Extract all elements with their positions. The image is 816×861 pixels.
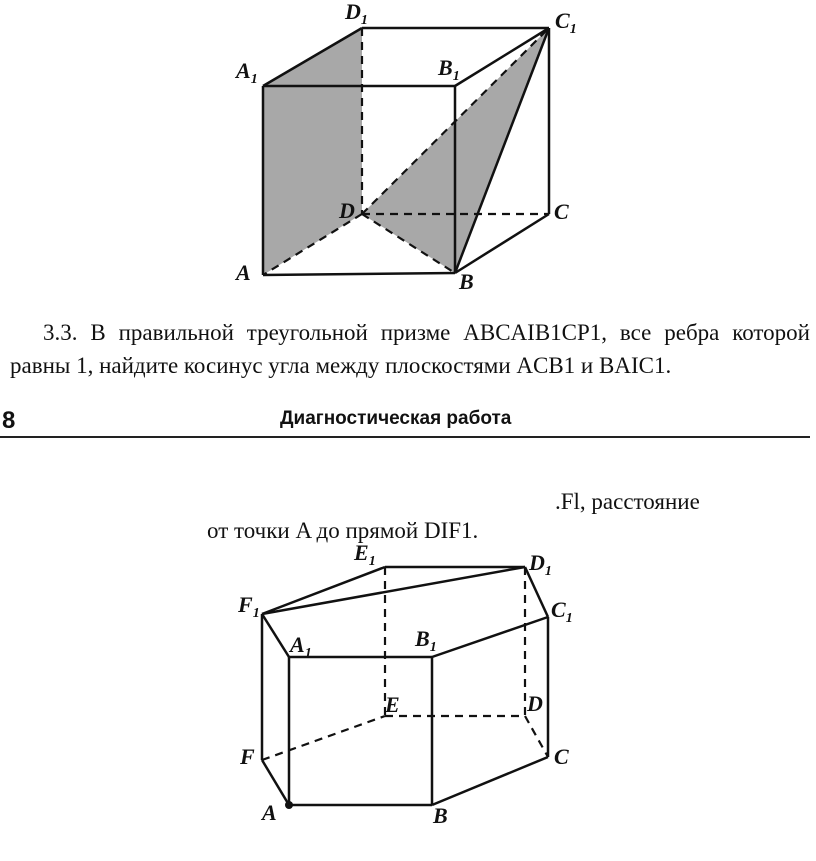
problem-text: 3.3. В правильной треугольной призме ABCAIB1CP1, все ребра которой равны 1, найдите косинус угла между плоскостями ACB1 и BAIC1.: [10, 320, 810, 378]
vertex-d1-label: $D_1$: [345, 0, 368, 28]
vertex-b1-label-bottom: $B_1$: [415, 626, 437, 655]
vertex-b1-label: $B_1$: [438, 55, 460, 84]
vertex-a1-label-bottom: $A_1$: [290, 632, 312, 661]
vertex-c-label: C: [554, 199, 569, 224]
vertex-d1-label-bottom: $D_1$: [529, 550, 552, 579]
vertex-f-label-bottom: F: [240, 744, 255, 769]
continuation-text-line-2: от точки A до прямой DIF1.: [207, 518, 479, 543]
vertex-e1-label-bottom: $E_1$: [354, 540, 376, 569]
vertex-a-label: A: [236, 260, 251, 285]
running-header-title: Диагностическая работа: [280, 408, 512, 429]
vertex-c1-label: $C_1$: [555, 8, 577, 37]
point-a-marker: [285, 801, 293, 809]
vertex-b-label: B: [459, 269, 474, 294]
vertex-c1-label-bottom: $C_1$: [551, 597, 573, 626]
vertex-d-label-bottom: D: [527, 691, 543, 716]
vertex-d-label: D: [339, 198, 355, 223]
vertex-e-label-bottom: E: [385, 692, 400, 717]
vertex-a-label-bottom: A: [262, 800, 277, 825]
vertex-c-label-bottom: C: [554, 744, 569, 769]
vertex-b-label-bottom: B: [433, 803, 448, 828]
vertex-a1-label: $A_1$: [236, 58, 258, 87]
page-number: 8: [2, 407, 16, 434]
continuation-text-line-1: .Fl, расстояние: [555, 489, 700, 514]
vertex-f1-label-bottom: $F_1$: [238, 592, 260, 621]
